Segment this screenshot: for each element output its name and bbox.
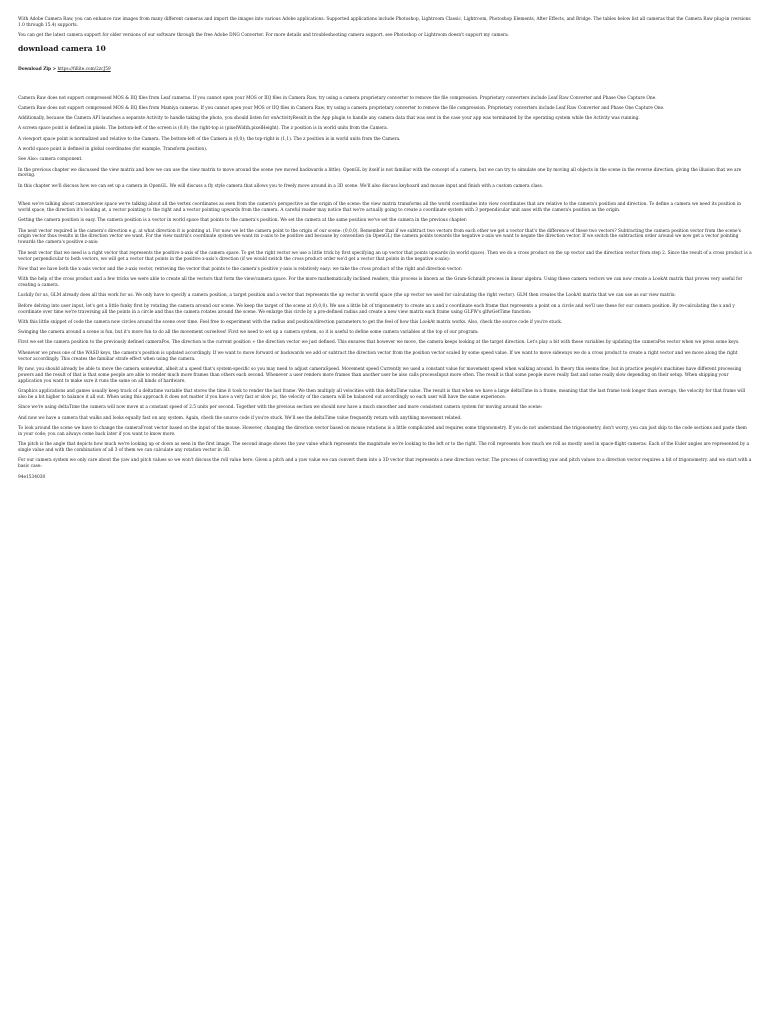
intro-paragraph: You can get the latest camera support for older versions of our software through the free Adobe DNG Converter. For more details and troubleshooting camera support, see Photoshop or Lightroom doesn't support my camera.	[18, 33, 510, 39]
intro-paragraph: With Adobe Camera Raw, you can enhance raw images from many different cameras and import the images into various Adobe applications. Supported applications include Photoshop, Lightroom Classic, Lightroom, Photoshop Elements, After Effects, and Bridge. The tables below list all cameras that the Camera Raw plug-in (versions 1.0 through 15.4) supports.	[18, 17, 751, 28]
body-paragraph: Camera Raw does not support compressed MOS & IIQ files from Leaf cameras. If you cannot open your MOS or IIQ files in Camera Raw, try using a camera proprietary converter to remove the file compression. Proprietary converters include Leaf Raw Converter and Phase One Capture One.	[18, 95, 657, 101]
intro-section	[18, 17, 752, 39]
body-paragraph: And now we have a camera that walks and looks equally fast on any system. Again, check the source code if you're stuck. We'll see the deltaTime value frequently return with anything movement related.	[18, 415, 462, 421]
body-paragraph: With this little snippet of code the camera now circles around the scene over time. Feel free to experiment with the radius and position/direction parameters to get the feel of how this LookAt matrix works. Also, check the source code if you're stuck.	[18, 319, 563, 325]
section-camera-raw	[18, 96, 752, 190]
body-paragraph: A viewport space point is normalized and relative to the Camera. The bottom-left of the Camera is (0,0); the top-right is (1,1). The z position is in world units from the Camera.	[18, 136, 401, 142]
body-paragraph: When we're talking about camera/view space we're talking about all the vertex coordinates as seen from the camera's perspective as the origin of the scene: the view matrix transforms all the world coordinates into view coordinates that are relative to the camera's position and direction. To define a camera we need its position in world space, the direction it's looking at, a vector pointing to the right and a vector pointing upwards from the camera. A careful reader may notice that we're actually going to create a coordinate system with 3 perpendicular unit axes with the camera's position as the origin.	[18, 202, 742, 213]
download-label: Download Zip >	[18, 66, 57, 72]
download-link[interactable]: https://fillite.com/2zcJ59	[57, 66, 111, 72]
body-paragraph: Before delving into user input, let's get a little funky first by rotating the camera around our scene. We keep the target of the scene at (0,0,0). We use a little bit of trigonometry to create an x and z coordinate each frame that represents a point on a circle and we'll use these for our camera position. By re-calculating the x and y coordinate over time we're traversing all the points in a circle and thus the camera rotates around the scene. We enlarge this circle by a pre-defined radius and create a new view matrix each frame using GLFW's glfwGetTime function:	[18, 303, 735, 315]
body-paragraph: In the previous chapter we discussed the view matrix and how we can use the view matrix to move around the scene (we moved backwards a little). OpenGL by itself is not familiar with the concept of a camera, but we can try to simulate one by moving all objects in the scene in the reverse direction, giving the illusion that we are moving.	[18, 167, 742, 179]
body-paragraph: By now, you should already be able to move the camera somewhat, albeit at a speed that's system-specific so you may need to adjust cameraSpeed. Movement speed Currently we used a constant value for movement speed when walking around. In theory this seems fine, but in practice people's machines have different processing powers and the result of that is that some people are able to render much more frames than others each second. Whenever a user renders more frames than another user he also calls processInput more often. The result is that some people move really fast and some really slow depending on their setup. When shipping your application you want to make sure it runs the same on all kinds of hardware.	[18, 366, 742, 384]
body-paragraph: In this chapter we'll discuss how we can set up a camera in OpenGL. We will discuss a fly style camera that allows you to freely move around in a 3D scene. We'll also discuss keyboard and mouse input and finish with a custom camera class.	[18, 183, 544, 189]
body-paragraph: The next vector that we need is a right vector that represents the positive x-axis of the camera space. To get the right vector we use a little trick by first specifying an up vector that points upwards (in world space). Then we do a cross product on the up vector and the direction vector from step 2. Since the result of a cross product is a vector perpendicular to both vectors, we will get a vector that points in the positive x-axis's direction (if we would switch the cross product order we'd get a vector that points in the negative x-axis):	[18, 250, 752, 262]
body-paragraph: First we set the camera position to the previously defined cameraPos. The direction is the current position + the direction vector we just defined. This ensures that however we move, the camera keeps looking at the target direction. Let's play a bit with these variables by updating the cameraPos vector when we press some keys.	[18, 340, 740, 346]
body-paragraph: To look around the scene we have to change the cameraFront vector based on the input of the mouse. However, changing the direction vector based on mouse rotations is a little complicated and requires some trigonometry. If you do not understand the trigonometry, don't worry, you can just skip to the code sections and paste them in your code; you can always come back later if you want to know more.	[18, 425, 747, 437]
body-paragraph: Whenever we press one of the WASD keys, the camera's position is updated accordingly. If we want to move forward or backwards we add or subtract the direction vector from the position vector scaled by some speed value. If we want to move sideways we do a cross product to create a right vector and we move along the right vector accordingly. This creates the familiar strafe effect when using the camera.	[18, 350, 738, 362]
body-paragraph: Since we're using deltaTime the camera will now move at a constant speed of 2.5 units per second. Together with the previous section we should now have a much smoother and more consistent camera system for moving around the scene:	[18, 405, 543, 411]
body-paragraph: The pitch is the angle that depicts how much we're looking up or down as seen in the first image. The second image shows the yaw value which represents the magnitude we're looking to the left or to the right. The roll represents how much we roll as mostly used in space-flight cameras. Each of the Euler angles are represented by a single value and with the combination of all 3 of them we can calculate any rotation vector in 3D.	[18, 442, 750, 453]
body-paragraph: For our camera system we only care about the yaw and pitch values so we won't discuss the roll value here. Given a pitch and a yaw value we can convert them into a 3D vector that represents a new direction vector. The process of converting yaw and pitch values to a direction vector requires a bit of trigonometry. and we start with a basic case:	[18, 458, 752, 470]
body-paragraph: See Also: camera component.	[18, 157, 83, 163]
body-paragraph: A world space point is defined in global coordinates (for example, Transform.position).	[18, 146, 208, 152]
body-paragraph: Camera Raw does not support compressed MOS & IIQ files from Mamiya cameras. If you cannot open your MOS or IIQ files in Camera Raw, try using a camera proprietary converter to remove the file compression. Proprietary converters include Leaf Raw Converter and Phase One Capture One.	[18, 105, 665, 111]
body-paragraph: Now that we have both the x-axis vector and the z-axis vector, retrieving the vector that points to the camera's positive y-axis is relatively easy: we take the cross product of the right and direction vector:	[18, 266, 463, 272]
document-page	[0, 0, 770, 480]
body-paragraph: Swinging the camera around a scene is fun, but it's more fun to do all the movement ourselves! First we need to set up a camera system, so it is useful to define some camera variables at the top of our program:	[18, 330, 479, 336]
footer-code: 94e1534038	[18, 474, 46, 480]
body-paragraph: Graphics applications and games usually keep track of a deltatime variable that stores the time it took to render the last frame. We then multiply all velocities with this deltaTime value. The result is that when we have a large deltaTime in a frame, meaning that the last frame took longer than average, the velocity for that frame will also be a bit higher to balance it all out. When using this approach it does not matter if you have a very fast or slow pc, the velocity of the camera will be balanced out accordingly so each user will have the same experience.	[18, 389, 746, 400]
page-title: download camera 10	[18, 43, 106, 53]
download-line	[18, 67, 752, 73]
body-paragraph: With the help of the cross product and a few tricks we were able to create all the vectors that form the view/camera space. For the more mathematically inclined readers, this process is known as the Gram-Schmidt process in linear algebra. Using these camera vectors we can now create a LookAt matrix that proves very useful for creating a camera.	[18, 277, 743, 289]
section-opengl-camera	[18, 202, 752, 470]
body-paragraph: Getting the camera position is easy. The camera position is a vector in world space that points to the camera's position. We set the camera at the same position we've set the camera in the previous chapter:	[18, 218, 468, 224]
body-paragraph: Luckily for us, GLM already does all this work for us. We only have to specify a camera position, a target position and a vector that represents the up vector in world space (the up vector we used for calculating the right vector). GLM then creates the LookAt matrix that we can use as our view matrix:	[18, 293, 676, 299]
body-paragraph: Additionally, because the Camera API launches a separate Activity to handle taking the photo, you should listen for onActivityResult in the App plugin to handle any camera data that was sent in the case your app was terminated by the operating system while the Activity was running.	[18, 116, 640, 122]
body-paragraph: The next vector required is the camera's direction e.g. at what direction it is pointing at. For now we let the camera point to the origin of our scene: (0,0,0). Remember that if we subtract two vectors from each other we get a vector that's the difference of these two vectors? Subtracting the camera position vector from the scene's origin vector thus results in the direction vector we want. For the view matrix's coordinate system we want its z-axis to be positive and because by convention (in OpenGL) the camera points towards the negative z-axis we want to negate the direction vector. If we switch the subtraction order around we now get a vector pointing towards the camera's positive z-axis:	[18, 228, 741, 246]
body-paragraph: A screen space point is defined in pixels. The bottom-left of the screen is (0,0); the right-top is (pixelWidth,pixelHeight). The z position is in world units from the Camera.	[18, 126, 389, 132]
